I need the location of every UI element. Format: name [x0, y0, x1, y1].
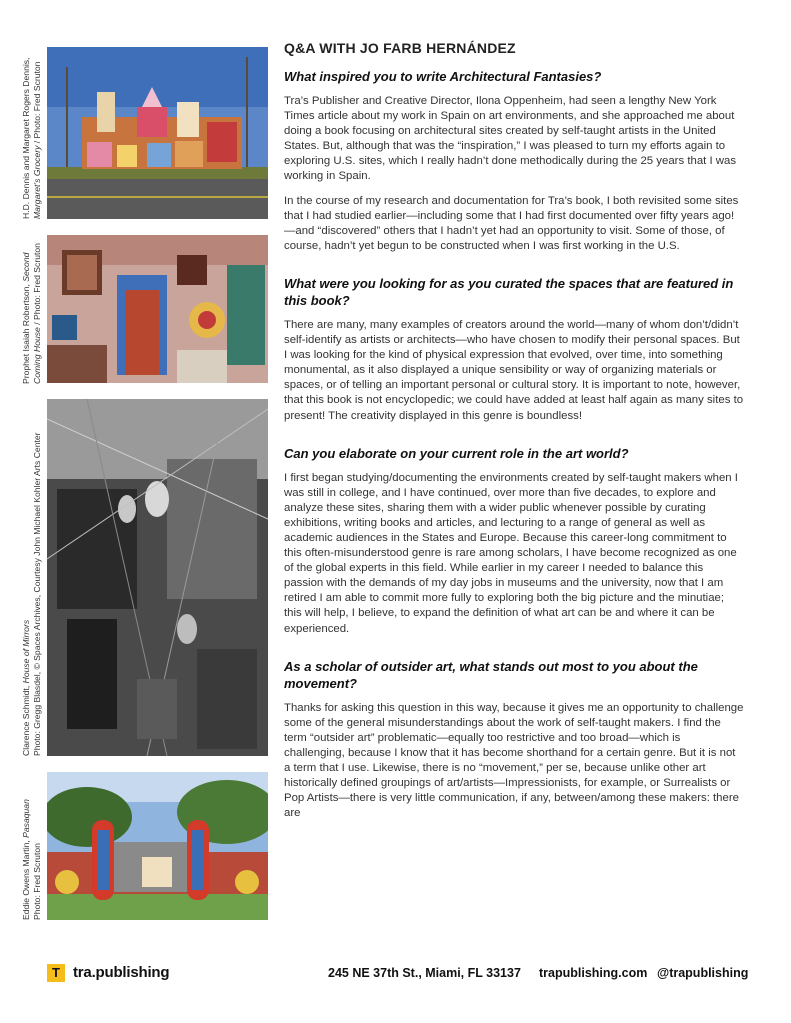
caption-artist: Eddie Owens Martin, — [21, 837, 31, 920]
caption-work-title: Coming House — [31, 327, 42, 384]
question-heading: What inspired you to write Architectural Fantasies? — [284, 69, 602, 84]
caption-work-title: Pasaquan — [21, 799, 31, 838]
footer-social-handle[interactable]: @trapublishing — [657, 966, 749, 980]
question-heading: What were you looking for as you curated the spaces that are featured in this book? — [284, 275, 734, 308]
photo-second-coming-house — [47, 235, 268, 383]
caption-line — [32, 243, 43, 384]
caption-line — [21, 243, 32, 384]
caption-line — [21, 799, 32, 920]
brand-name: tra.publishing — [73, 964, 170, 981]
caption-line: Photo: Fred Scruton — [31, 843, 42, 920]
caption-artist: Prophet Isaiah Robertson, — [21, 281, 31, 384]
answer-paragraph: Thanks for asking this question in this way, because it gives me an opportunity to challenge some of the general misunderstandings about the work of self-taught makers. I find the term “outsider art” problematic—equally too restrictive and too broad—which is challenging, because I know that it has become shorthand for a certain genre. But it is not a term that I use. Likewise, there is no “movement,” per se, because unlike other art historically defined groupings of art/artists—Impressionists, for example, or Surrealists or Pop Artists—there is very little communication, if any, between/among these makers: there are — [284, 701, 744, 820]
caption-house-of-mirrors — [21, 432, 42, 756]
caption-line: Photo: Gregg Blasdel, © Spaces Archives, Courtesy John Michael Kohler Arts Center — [31, 432, 42, 756]
caption-line: H.D. Dennis and Margaret Rogers Dennis, — [21, 57, 31, 219]
caption-margarets-grocery — [21, 58, 42, 219]
caption-pasaquan — [21, 799, 42, 920]
caption-work-title: Second — [21, 252, 31, 282]
main-article — [284, 40, 744, 830]
caption-credit: / Photo: Fred Scruton — [31, 243, 42, 328]
photo-pasaquan — [47, 772, 268, 920]
footer-website-link[interactable]: trapublishing.com — [539, 966, 648, 980]
page-title: Q&A WITH JO FARB HERNÁNDEZ — [284, 40, 516, 56]
question-heading: As a scholar of outsider art, what stands out most to you about the movement? — [284, 658, 698, 691]
question-heading: Can you elaborate on your current role in the art world? — [284, 445, 629, 461]
footer-address: 245 NE 37th St., Miami, FL 33137 — [328, 966, 521, 980]
logo-glyph: T — [52, 965, 60, 980]
photo-house-of-mirrors — [47, 399, 268, 756]
caption-line — [32, 58, 43, 219]
caption-second-coming-house — [21, 243, 42, 384]
answer-paragraph: In the course of my research and documentation for Tra’s book, I both revisited some sites that I had studied earlier—including some that I had first documented over fifty years ago!—and “discovered” others that I hadn’t yet had an opportunity to visit. Some of those, of course, hadn’t yet begun to be constructed when I was first working in the U.S. — [284, 194, 739, 252]
photo-margarets-grocery — [47, 47, 268, 219]
caption-artist: Clarence Schmidt, — [21, 683, 31, 756]
caption-work-title: House of Mirrors — [21, 619, 31, 684]
tra-logo-icon — [47, 964, 65, 982]
caption-credit: / Photo: Fred Scruton — [31, 61, 42, 146]
answer-paragraph: There are many, many examples of creators around the world—many of whom don’t/didn’t self-identify as artists or architects—who have chosen to modify their personal spaces. But I was looking for the kind of physical expression that evolved, over time, into something monumental, as it also displayed a unique sensibility or way of organizing materials or spaces, or of telling an important personal or cultural story. It is important to note, however, that this book is not encyclopedic; we could have added at least half again as many sites to present! The creativity displayed in this genre is boundless! — [284, 318, 744, 422]
answer-paragraph: I first began studying/documenting the environments created by self-taught makers when I was still in college, and I have continued, over more than five decades, to explore and analyze these sites, sharing them with a wider public whenever possible by curating exhibitions, writing books and articles, and lecturing to a range of general as well as academic audiences in the States and Europe. Because this career-long commitment to this often-misunderstood genre is rare among scholars, I have become recognized as one of the global experts in this field. While earlier in my career I needed to balance this passion with the demands of my day jobs in museums and the university, now that I am retired I am able to commit more fully to exploring both the big picture and the minutiae; this will help, I believe, to expand the definition of what art can be and where it can be experienced. — [284, 471, 738, 635]
answer-paragraph: Tra’s Publisher and Creative Director, Ilona Oppenheim, had seen a lengthy New York Times article about my work in Spain on art environments, and she approached me about doing a book focusing on architectural sites created by self-taught artists in the United States. But, although that was the “inspiration,” I was pleased to turn my efforts again to exploring U.S. sites, which I really hadn’t done methodically during the 25 years that I was working in Spain. — [284, 95, 737, 183]
caption-line — [21, 432, 32, 756]
caption-work-title: Margaret’s Grocery — [31, 145, 42, 219]
